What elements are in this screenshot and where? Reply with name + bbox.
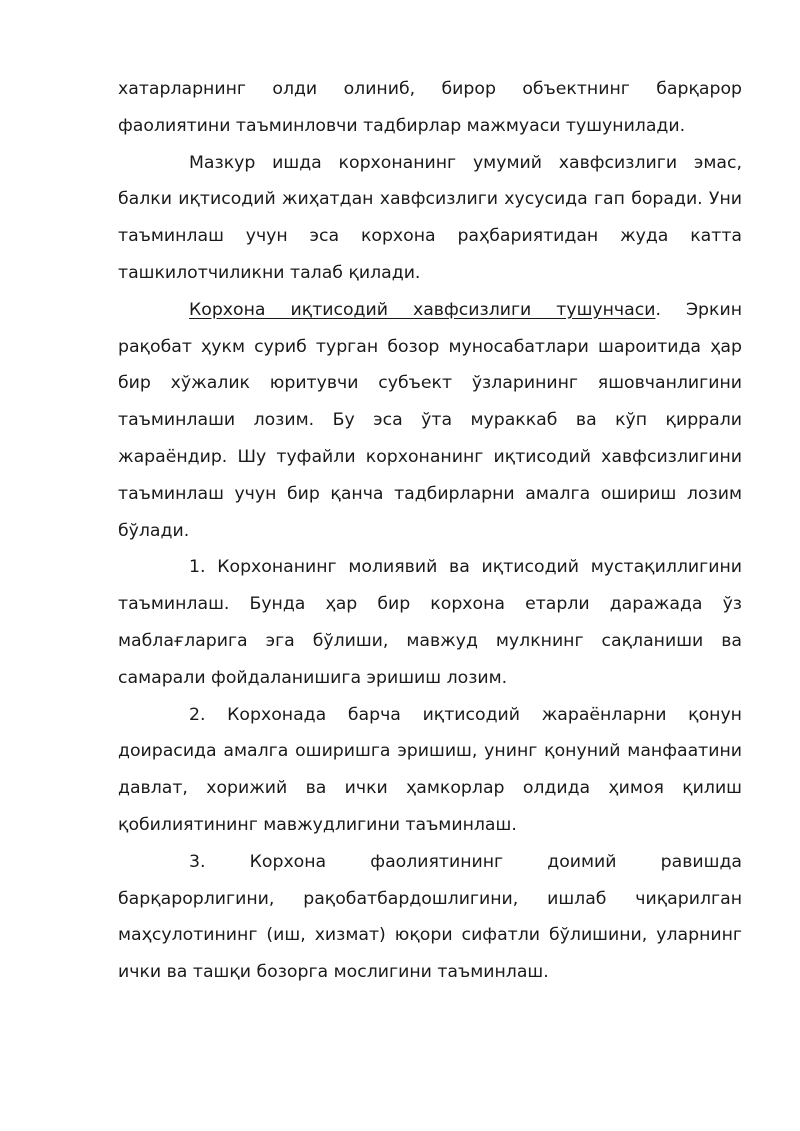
paragraph-scope: Мазкур ишда корхонанинг умумий хавфсизлиги эмас, балки иқтисодий жиҳатдан хавфсизлиги хусусида гап боради. Уни таъминлаш учун эса корхона раҳбариятидан жуда катта ташкилотчиликни талаб қилади.	[118, 152, 742, 283]
document-page	[118, 71, 742, 991]
list-item-3: 3. Корхона фаолиятининг доимий равишда барқарорлигини, рақобатбардошлигини, ишлаб чиқарилган маҳсулотининг (иш, хизмат) юқори сифатли бўлишини, уларнинг ички ва ташқи бозорга мослигини таъминлаш.	[118, 851, 742, 983]
list-item-2: 2. Корхонада барча иқтисодий жараёнларни қонун доирасида амалга оширишга эришиш, унинг қонуний манфаатини давлат, хорижий ва ички ҳамкорлар олдида ҳимоя қилиш қобилиятининг мавжудлигини таъминлаш.	[118, 704, 742, 835]
list-item-1: 1. Корхонанинг молиявий ва иқтисодий мустақиллигини таъминлаш. Бунда ҳар бир корхона етарли даражада ўз маблағларига эга бўлиши, мавжуд мулкнинг сақланиши ва самарали фойдаланишига эришиш лозим.	[118, 557, 742, 688]
paragraph-continuation: хатарларнинг олди олиниб, бирор объектнинг барқарор фаолиятини таъминловчи тадбирлар мажмуаси тушунилади.	[118, 79, 742, 136]
concept-body: . Эркин рақобат ҳукм суриб турган бозор муносабатлари шароитида ҳар бир хўжалик юритувчи субъект ўзларининг яшовчанлигини таъминлаши лозим. Бу эса ўта мураккаб ва кўп қиррали жараёндир. Шу туфайли корхонанинг иқтисодий хавфсизлигини таъминлаш учун бир қанча тадбирларни амалга ошириш лозим бўлади.	[118, 299, 742, 541]
paragraph-concept	[118, 292, 742, 550]
concept-heading: Корхона иқтисодий хавфсизлиги тушунчаси	[189, 299, 656, 320]
